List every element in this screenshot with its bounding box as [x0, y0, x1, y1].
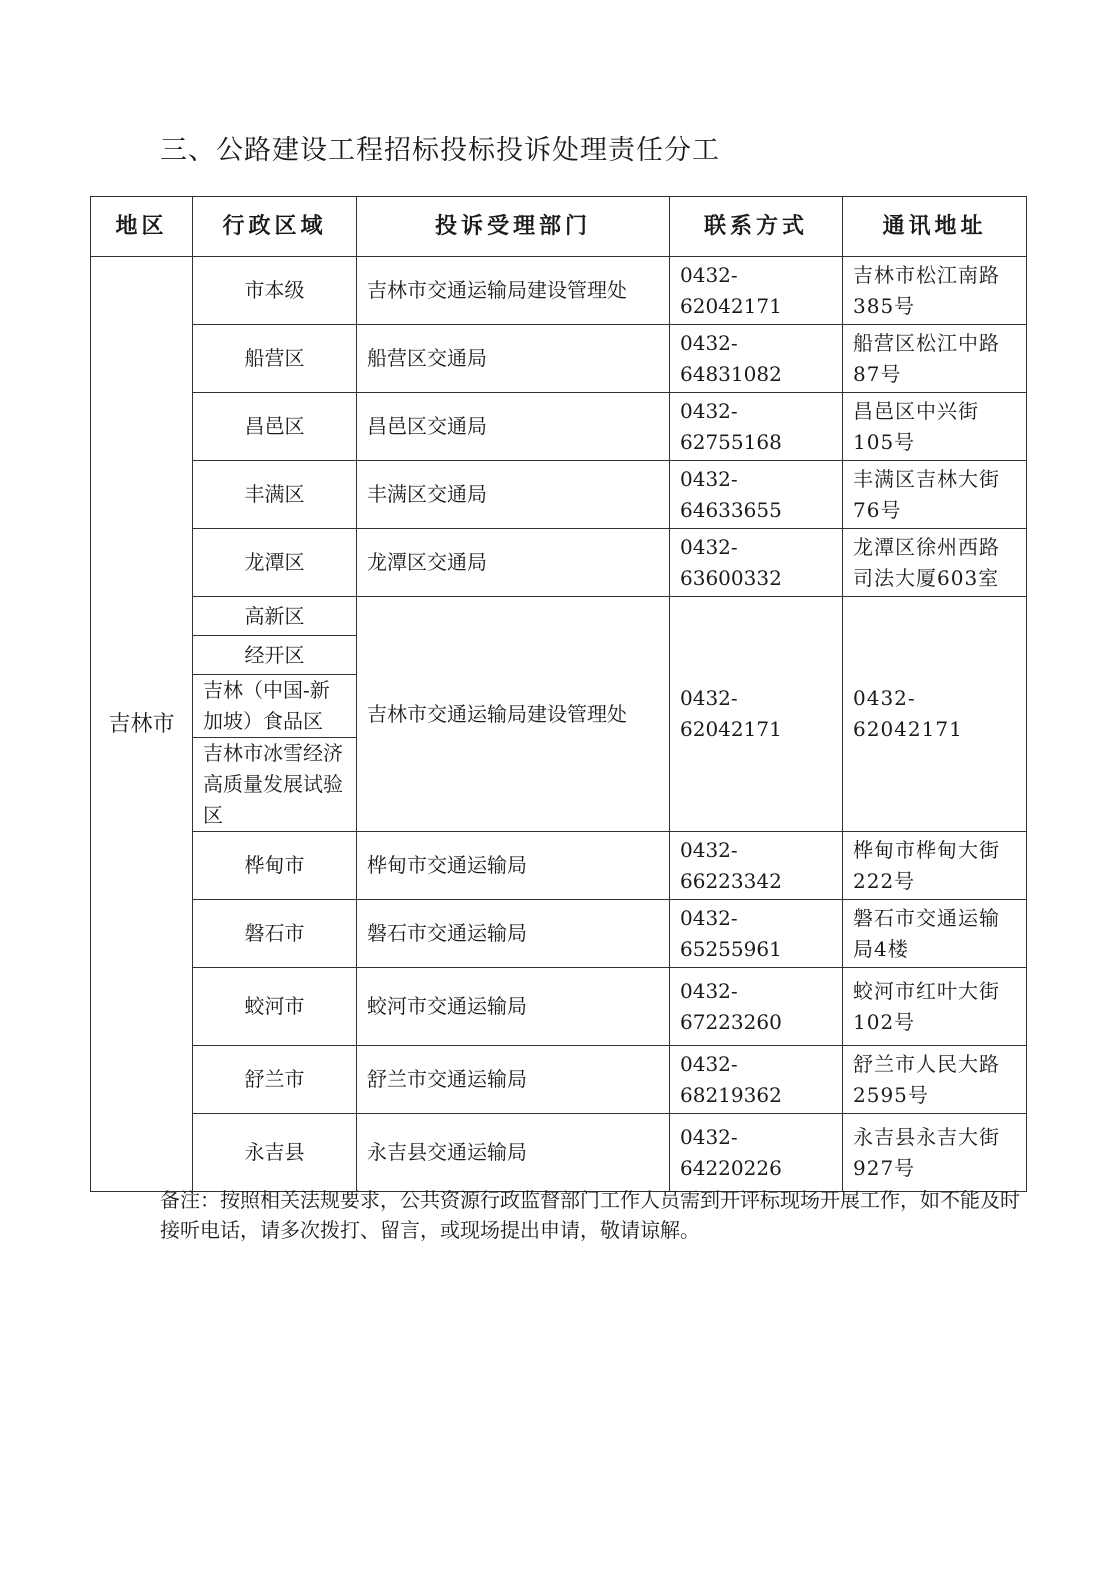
region-cell: 吉林市 [91, 257, 193, 1192]
address-cell: 永吉县永吉大街927号 [843, 1114, 1027, 1192]
department-cell: 昌邑区交通局 [357, 393, 670, 461]
table-row [91, 461, 1027, 529]
responsibility-table [90, 196, 1027, 1192]
header-zone: 行政区域 [193, 197, 357, 257]
department-cell: 船营区交通局 [357, 325, 670, 393]
zone-cell: 昌邑区 [193, 393, 357, 461]
phone-cell: 0432-62042171 [670, 257, 843, 325]
phone-cell: 0432-65255961 [670, 900, 843, 968]
department-cell: 蛟河市交通运输局 [357, 968, 670, 1046]
address-cell: 吉林市松江南路385号 [843, 257, 1027, 325]
address-cell: 舒兰市人民大路2595号 [843, 1046, 1027, 1114]
phone-cell: 0432-67223260 [670, 968, 843, 1046]
table-header-row [91, 197, 1027, 257]
department-cell: 舒兰市交通运输局 [357, 1046, 670, 1114]
zone-cell: 磐石市 [193, 900, 357, 968]
table-row [91, 529, 1027, 597]
phone-cell: 0432-64220226 [670, 1114, 843, 1192]
zone-cell: 高新区 [193, 597, 357, 636]
address-cell: 磐石市交通运输局4楼 [843, 900, 1027, 968]
header-contact: 联系方式 [670, 197, 843, 257]
table-row [91, 900, 1027, 968]
address-cell: 蛟河市红叶大街102号 [843, 968, 1027, 1046]
address-cell: 桦甸市桦甸大街222号 [843, 832, 1027, 900]
header-address: 通讯地址 [843, 197, 1027, 257]
department-cell: 磐石市交通运输局 [357, 900, 670, 968]
department-cell: 吉林市交通运输局建设管理处 [357, 597, 670, 832]
table-row [91, 1114, 1027, 1192]
header-region: 地区 [91, 197, 193, 257]
department-cell: 永吉县交通运输局 [357, 1114, 670, 1192]
address-cell: 丰满区吉林大街76号 [843, 461, 1027, 529]
zone-cell: 永吉县 [193, 1114, 357, 1192]
zone-cell: 桦甸市 [193, 832, 357, 900]
table-row [91, 597, 1027, 636]
department-cell: 丰满区交通局 [357, 461, 670, 529]
table-row [91, 1046, 1027, 1114]
address-cell: 龙潭区徐州西路司法大厦603室 [843, 529, 1027, 597]
department-cell: 龙潭区交通局 [357, 529, 670, 597]
table-row [91, 257, 1027, 325]
address-cell: 0432-62042171 [843, 597, 1027, 832]
phone-cell: 0432-62755168 [670, 393, 843, 461]
page-title: 三、公路建设工程招标投标投诉处理责任分工 [160, 135, 720, 166]
department-cell: 吉林市交通运输局建设管理处 [357, 257, 670, 325]
zone-cell: 船营区 [193, 325, 357, 393]
phone-cell: 0432-68219362 [670, 1046, 843, 1114]
header-department: 投诉受理部门 [357, 197, 670, 257]
phone-cell: 0432-63600332 [670, 529, 843, 597]
table-row [91, 968, 1027, 1046]
zone-cell: 经开区 [193, 636, 357, 675]
table-row [91, 393, 1027, 461]
zone-cell: 龙潭区 [193, 529, 357, 597]
table-row [91, 832, 1027, 900]
address-cell: 昌邑区中兴街105号 [843, 393, 1027, 461]
zone-cell: 吉林市冰雪经济高质量发展试验区 [193, 738, 357, 832]
department-cell: 桦甸市交通运输局 [357, 832, 670, 900]
zone-cell: 舒兰市 [193, 1046, 357, 1114]
phone-cell: 0432-62042171 [670, 597, 843, 832]
phone-cell: 0432-66223342 [670, 832, 843, 900]
table-row [91, 325, 1027, 393]
zone-cell: 丰满区 [193, 461, 357, 529]
address-cell: 船营区松江中路87号 [843, 325, 1027, 393]
footnote: 备注：按照相关法规要求，公共资源行政监督部门工作人员需到开评标现场开展工作，如不能及时接听电话，请多次拨打、留言，或现场提出申请，敬请谅解。 [160, 1188, 1020, 1242]
phone-cell: 0432-64633655 [670, 461, 843, 529]
zone-cell: 吉林（中国-新加坡）食品区 [193, 675, 357, 738]
zone-cell: 市本级 [193, 257, 357, 325]
phone-cell: 0432-64831082 [670, 325, 843, 393]
zone-cell: 蛟河市 [193, 968, 357, 1046]
